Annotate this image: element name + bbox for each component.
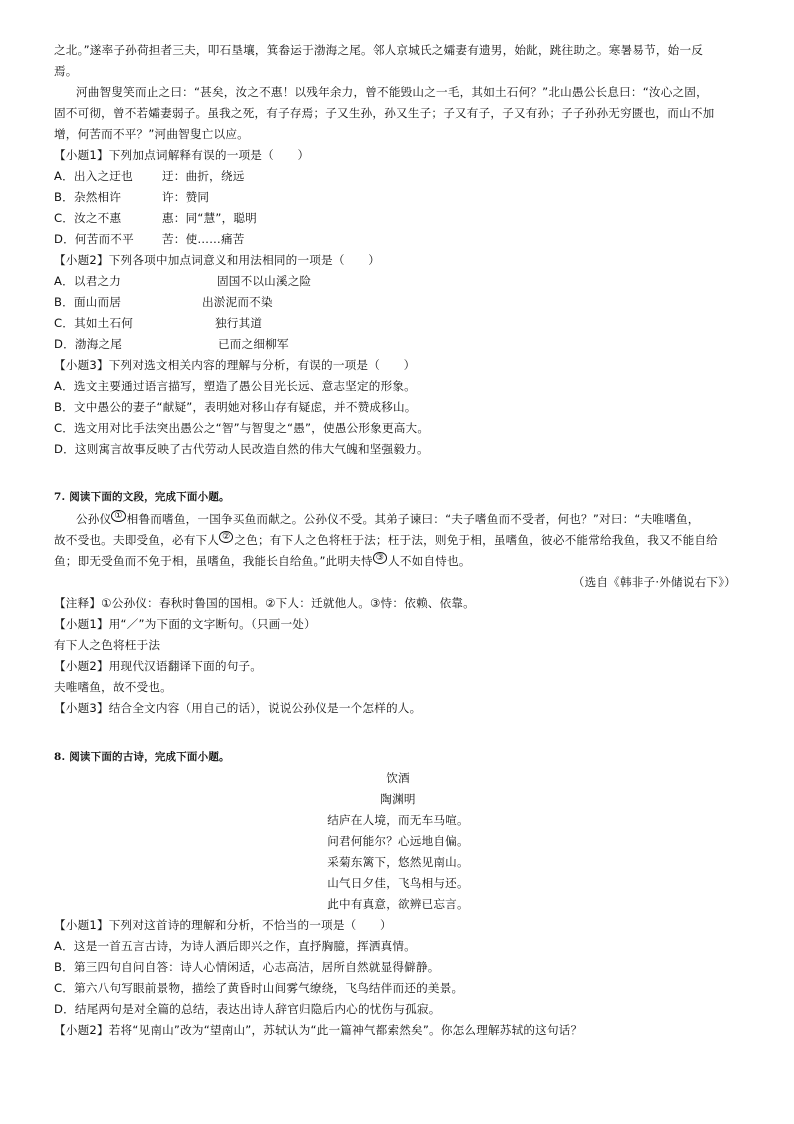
q6-sub3-title: 【小题3】下列对选文相关内容的理解与分析，有误的一项是（ ） — [54, 358, 416, 372]
passage-line: 之北。”遂率子孙荷担者三夫，叩石垦壤，箕畚运于渤海之尾。邻人京城氏之孀妻有遗男，始龀，跳往助之。寒暑易节，始一反 — [54, 43, 704, 57]
poem-line: 结庐在人境，而无车马喧。 — [327, 813, 469, 827]
q7-passage-line: 公孙仪 ① 相鲁而嗜鱼，一国争买鱼而献之。公孙仪不受。其弟子谏曰：“夫子嗜鱼而不受者，何也？”对曰：“夫唯嗜鱼， — [76, 511, 700, 526]
q7-sub1-text: 有下人之色将枉于法 — [54, 638, 161, 652]
q7-source: （选自《韩非子·外储说右下》） — [572, 575, 736, 589]
poem-author: 陶渊明 — [380, 792, 416, 806]
poem-title: 饮酒 — [386, 771, 410, 785]
q6-sub2-title: 【小题2】下列各项中加点词意义和用法相同的一项是（ ） — [54, 253, 381, 267]
q7-heading: 7. 阅读下面的文段，完成下面小题。 — [54, 491, 230, 503]
q8-sub2: 【小题2】若将“见南山”改为“望南山”，苏轼认为“此一篇神气都索然矣”。你怎么理解苏轼的这句话？ — [54, 1023, 583, 1037]
q6-sub3-option-c: C．选文用对比手法突出愚公之“智”与智叟之“愚”，使愚公形象更高大。 — [54, 421, 430, 435]
q7-sub2: 【小题2】用现代汉语翻译下面的句子。 — [54, 659, 263, 673]
q7-sub1: 【小题1】用“／”为下面的文字断句。（只画一处） — [54, 617, 316, 631]
q8-sub1-title: 【小题1】下列对这首诗的理解和分析，不恰当的一项是（ ） — [54, 918, 392, 932]
q6-sub1-option-a: A．出入之迂也 迂：曲折，绕远 — [54, 169, 245, 183]
q6-sub2-option-a: A．以君之力 固国不以山溪之险 — [54, 274, 312, 288]
poem-line: 山气日夕佳，飞鸟相与还。 — [327, 876, 469, 890]
q6-sub2-option-c: C．其如土石何 独行其道 — [54, 316, 263, 330]
q8-sub1-option-c: C．第六八句写眼前景物，描绘了黄昏时山间雾气缭绕，飞鸟结伴而还的美景。 — [54, 981, 464, 995]
q8-sub1-option-d: D．结尾两句是对全篇的总结，表达出诗人辞官归隐后内心的忧伤与孤寂。 — [54, 1002, 441, 1016]
footnote-marker: ② — [219, 531, 233, 543]
q8-heading: 8. 阅读下面的古诗，完成下面小题。 — [54, 751, 230, 763]
q6-sub3-option-a: A．选文主要通过语言描写，塑造了愚公目光长远、意志坚定的形象。 — [54, 379, 416, 393]
q6-sub1-title: 【小题1】下列加点词解释有误的一项是（ ） — [54, 148, 310, 162]
q6-sub2-option-b: B．面山而居 出淤泥而不染 — [54, 295, 273, 309]
poem-line: 此中有真意，欲辨已忘言。 — [327, 897, 469, 911]
q8-sub1-option-b: B．第三四句自问自答：诗人心情闲适，心志高洁，居所自然就显得僻静。 — [54, 960, 440, 974]
q6-sub2-option-d: D．渤海之尾 已而之细柳军 — [54, 337, 289, 351]
q7-sub3: 【小题3】结合全文内容（用自己的话），说说公孙仪是一个怎样的人。 — [54, 701, 422, 715]
poem-line: 问君何能尔？心远地自偏。 — [327, 834, 469, 848]
q6-sub3-option-b: B．文中愚公的妻子“献疑”，表明她对移山存有疑虑，并不赞成移山。 — [54, 400, 417, 414]
q6-sub1-option-d: D．何苦而不平 苦：使……痛苦 — [54, 232, 245, 246]
footnote-marker: ① — [111, 510, 125, 522]
passage-line: 增，何苦而不平？”河曲智叟亡以应。 — [54, 127, 249, 141]
poem-line: 采菊东篱下，悠然见南山。 — [327, 855, 469, 869]
q8-sub1-option-a: A．这是一首五言古诗，为诗人酒后即兴之作，直抒胸臆，挥洒真情。 — [54, 939, 416, 953]
footnote-marker: ③ — [373, 552, 387, 564]
passage-line: 固不可彻，曾不若孀妻弱子。虽我之死，有子存焉；子又生孙，孙又生子；子又有子，子又有孙；子子孙孙无穷匮也，而山不加 — [54, 106, 715, 120]
q7-passage-line: 故不受也。夫即受鱼，必有下人 ② 之色；有下人之色将枉于法；枉于法，则免于相，虽嗜鱼，彼必不能常给我鱼，我又不能自给 — [54, 532, 718, 547]
q7-note: 【注释】①公孙仪：春秋时鲁国的国相。②下人：迁就他人。③恃：依赖、依靠。 — [54, 596, 475, 610]
passage-line: 焉。 — [54, 64, 78, 78]
q6-sub1-option-c: C．汝之不惠 惠：同“慧”，聪明 — [54, 211, 257, 225]
q7-passage-line: 鱼；即无受鱼而不免于相，虽嗜鱼，我能长自给鱼。”此明夫恃 ③ 人不如自恃也。 — [54, 553, 471, 568]
passage-line: 河曲智叟笑而止之曰：“甚矣，汝之不惠！以残年余力，曾不能毁山之一毛，其如土石何？”北山愚公长息曰：“汝心之固， — [76, 85, 708, 99]
q6-sub1-option-b: B．杂然相许 许：赞同 — [54, 190, 210, 204]
q7-sub2-text: 夫唯嗜鱼，故不受也。 — [54, 680, 172, 694]
q6-sub3-option-d: D．这则寓言故事反映了古代劳动人民改造自然的伟大气魄和坚强毅力。 — [54, 442, 429, 456]
